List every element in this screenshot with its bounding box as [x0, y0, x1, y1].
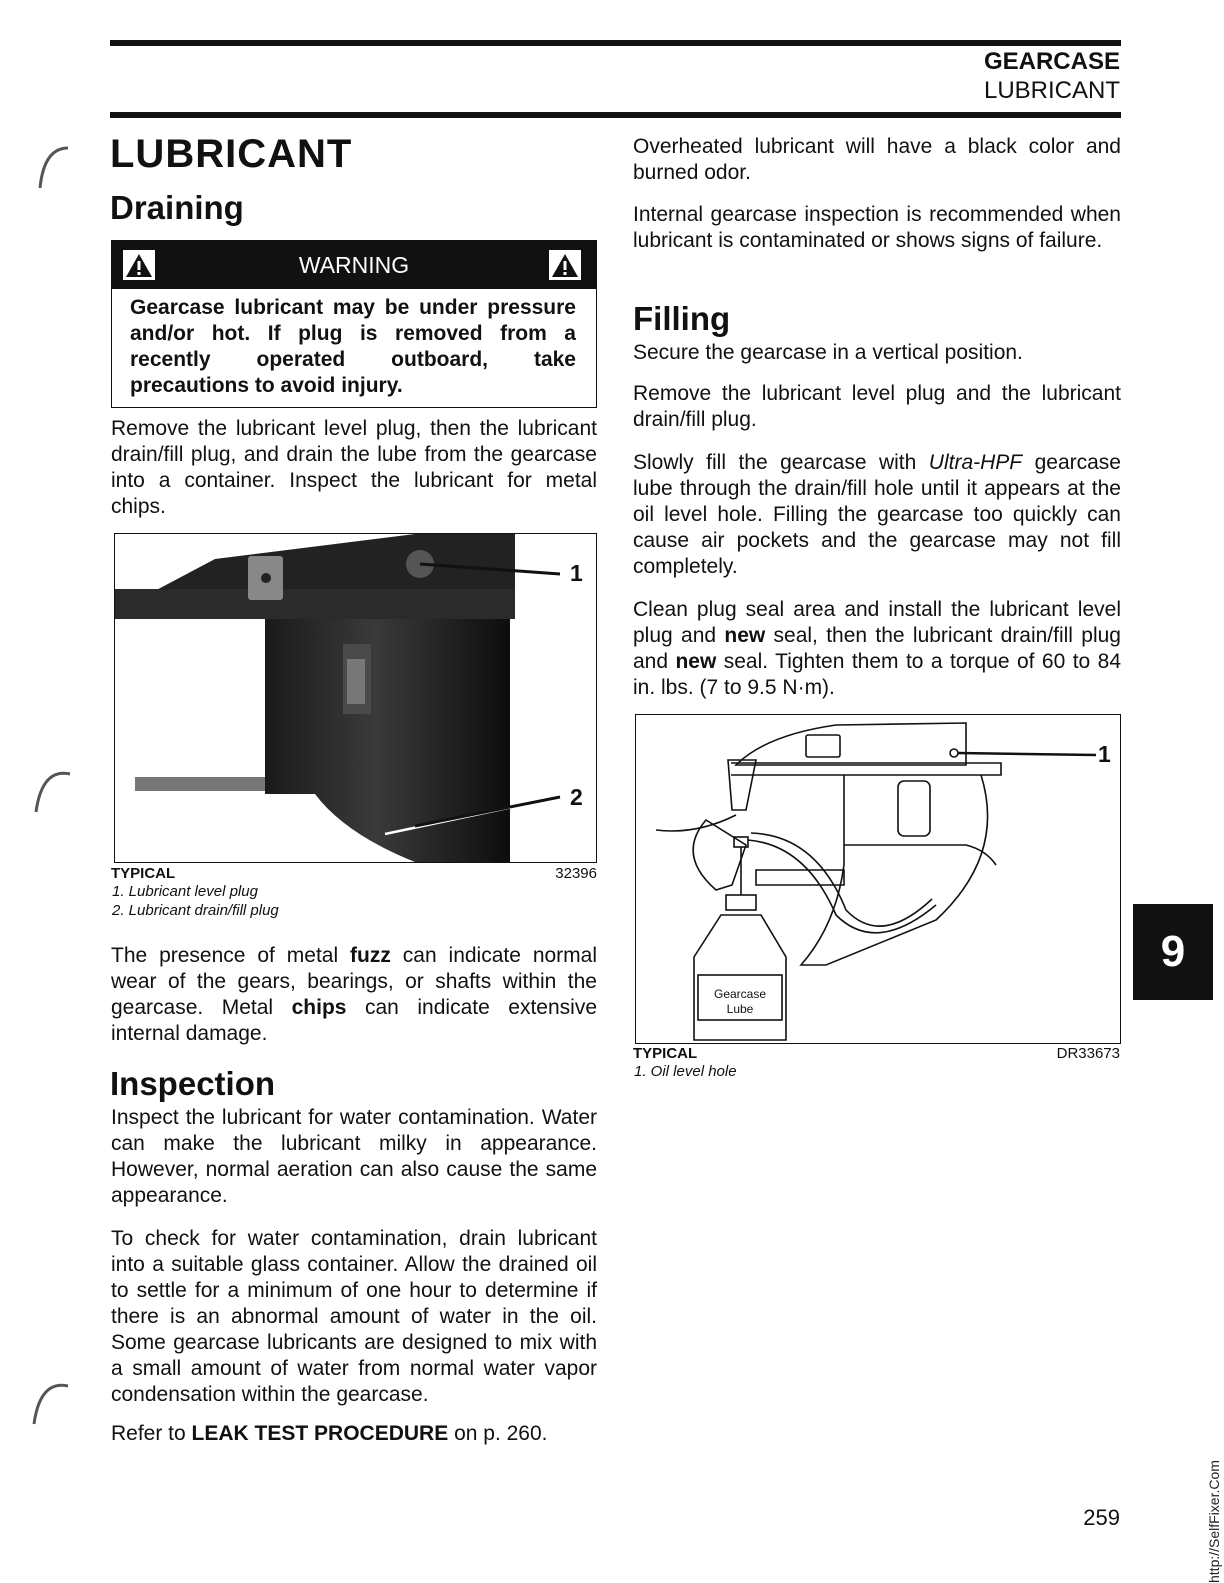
inspection-paragraph-2: To check for water contamination, drain lubricant into a suitable glass container. Allow the drained oil to settle for a minimum of one hour to determine if there is an abnormal amount of water in the oil. Some gearcase lubricants are designed to mix with a small amount of water from normal water vapor condensation within the gearcase. — [111, 1227, 597, 1406]
watermark-url: http://SelfFixer.Com — [1206, 1460, 1222, 1583]
page-title: LUBRICANT — [110, 132, 353, 176]
header-subsection: LUBRICANT — [983, 77, 1120, 104]
text-run: Slowly fill the gearcase with — [633, 451, 929, 474]
figure-2-caption — [633, 1045, 1120, 1081]
filling-paragraph-1: Secure the gearcase in a vertical position. — [633, 341, 1023, 364]
overheated-paragraph: Overheated lubricant will have a black color and burned odor. — [633, 135, 1121, 184]
text-run: The presence of metal — [111, 944, 351, 967]
binder-mark-bottom — [26, 1372, 72, 1432]
internal-inspection-paragraph: Internal gearcase inspection is recommended when lubricant is contaminated or shows signs of failure. — [633, 203, 1121, 252]
emphasis-new: new — [724, 624, 766, 647]
filling-paragraph-2: Remove the lubricant level plug and the lubricant drain/fill plug. — [633, 382, 1121, 431]
text-run: seal. Tighten them to a torque of 60 to 84 in. lbs. (7 to 9.5 N·m). — [633, 650, 1121, 699]
emphasis-chips: chips — [291, 996, 347, 1019]
filling-heading: Filling — [633, 300, 731, 337]
callout-2: 2 — [570, 784, 583, 810]
figure-1-typical: TYPICAL — [111, 865, 176, 882]
header-rule-top — [110, 40, 1121, 46]
header-rule-bottom — [110, 112, 1121, 118]
product-name: Ultra-HPF — [928, 451, 1023, 474]
chapter-tab: 9 — [1133, 904, 1213, 1000]
figure-1-item: 1. Lubricant level plug — [112, 883, 258, 900]
warning-triangle-icon — [548, 249, 582, 281]
text-run: seal, then the lubricant drain/fill plug and — [633, 624, 1121, 673]
figure-1-caption — [111, 865, 597, 920]
text-run: Clean plug seal area and install the lubricant level plug and — [633, 598, 1121, 647]
warning-text: Gearcase lubricant may be under pressure and/or hot. If plug is removed from a recently operated outboard, take precautions to avoid injury. — [130, 296, 576, 397]
filling-paragraph-4 — [633, 597, 1121, 701]
text-run: Refer to — [111, 1422, 192, 1445]
figure-2-item: 1. Oil level hole — [634, 1063, 737, 1080]
binder-mark-top — [32, 138, 72, 198]
inspection-paragraph-1: Inspect the lubricant for water contamination. Water can make the lubricant milky in appearance. However, normal aeration can also cause the same appearance. — [111, 1106, 597, 1207]
page-number: 259 — [1083, 1505, 1120, 1530]
header-section: GEARCASE — [983, 48, 1120, 75]
warning-label: WARNING — [298, 252, 410, 278]
inspection-heading: Inspection — [110, 1065, 276, 1102]
draining-paragraph: Remove the lubricant level plug, then the lubricant drain/fill plug, and drain the lube from the gearcase into a container. Inspect the lubricant for metal chips. — [111, 417, 597, 518]
figure-filling-drawing — [635, 714, 1121, 1044]
warning-header — [112, 241, 596, 289]
fuzz-paragraph — [111, 943, 597, 1047]
text-run: can indicate normal wear of the gears, bearings, or shafts within the gearcase. Metal — [111, 944, 598, 1019]
text-run: gearcase lube through the drain/fill hole until it appears at the oil level hole. Filling the gearcase too quickly can cause air pockets and the gearcase may not fill completely. — [633, 451, 1121, 578]
text-run: can indicate extensive internal damage. — [111, 996, 597, 1045]
cross-reference-link[interactable]: LEAK TEST PROCEDURE — [191, 1422, 449, 1445]
figure-gearcase-photo — [114, 533, 597, 863]
draining-heading: Draining — [110, 189, 244, 226]
figure-2-number: DR33673 — [1056, 1045, 1120, 1062]
text-run: on p. 260. — [448, 1422, 548, 1445]
gearcase-photo-illustration — [115, 534, 596, 862]
binder-mark-middle — [28, 760, 74, 820]
refer-paragraph — [111, 1421, 597, 1447]
figure-1-item: 2. Lubricant drain/fill plug — [112, 902, 279, 919]
warning-box — [111, 240, 597, 408]
emphasis-fuzz: fuzz — [350, 944, 391, 967]
filling-paragraph-3 — [633, 450, 1121, 580]
figure-1-number: 32396 — [555, 865, 597, 882]
bottle-label-line-2: Lube — [726, 1002, 754, 1016]
callout-1: 1 — [570, 560, 583, 586]
figure-2-typical: TYPICAL — [633, 1045, 698, 1062]
bottle-label-line-1: Gearcase — [713, 987, 767, 1001]
emphasis-new: new — [675, 650, 717, 673]
callout-1: 1 — [1098, 741, 1111, 767]
